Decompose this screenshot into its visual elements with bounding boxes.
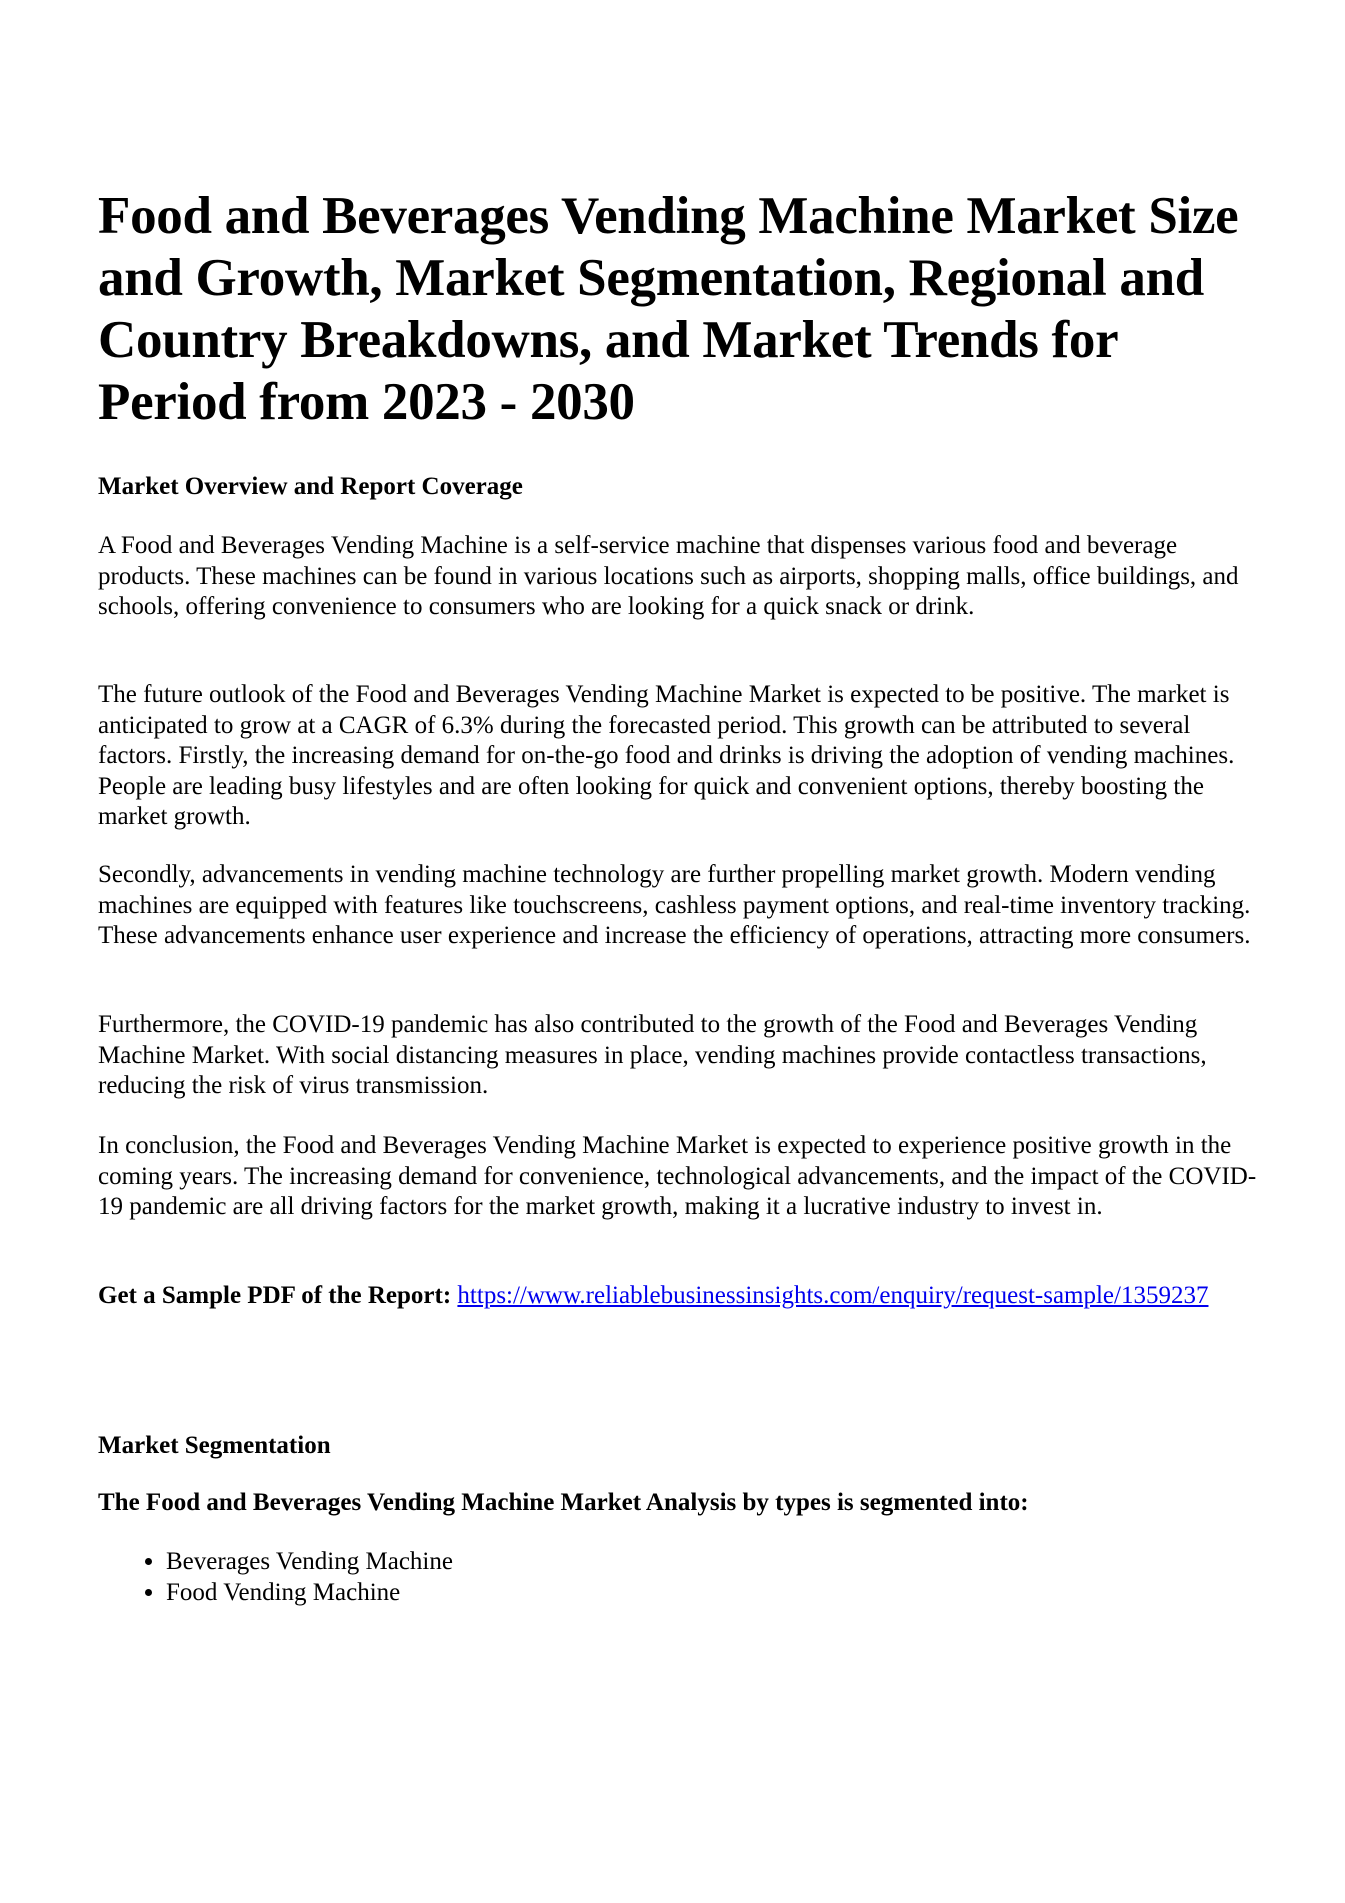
segmentation-heading: Market Segmentation [98, 1432, 331, 1459]
sample-pdf-line [98, 1281, 1258, 1312]
list-item: • Food Vending Machine [166, 1577, 1258, 1608]
types-list [98, 1546, 1258, 1608]
list-item: • Beverages Vending Machine [166, 1546, 1258, 1577]
paragraph: A Food and Beverages Vending Machine is a self-service machine that dispenses various food and beverage products. These machines can be found in various locations such as airports, shopping malls, office buildings, and schools, offering convenience to consumers who are looking for a quick snack or drink. [98, 532, 1239, 620]
overview-section [98, 472, 1258, 502]
document-title: Food and Beverages Vending Machine Market Size and Growth, Market Segmentation, Regional and Country Breakdowns, and Market Trends for Period from 2023 - 2030 [98, 187, 1239, 431]
types-heading: The Food and Beverages Vending Machine Market Analysis by types is segmented into: [98, 1489, 1029, 1516]
sample-report-link[interactable]: https://www.reliablebusinessinsights.com/enquiry/request-sample/1359237 [457, 1282, 1209, 1309]
overview-heading: Market Overview and Report Coverage [98, 473, 523, 500]
paragraph: Secondly, advancements in vending machine technology are further propelling market growth. Modern vending machines are equipped with features like touchscreens, cashless payment options, and real-time inventory tracking. These advancements enhance user experience and increase the efficiency of operations, attracting more consumers. [98, 861, 1251, 949]
sample-label: Get a Sample PDF of the Report: [98, 1282, 452, 1309]
paragraph: In conclusion, the Food and Beverages Vending Machine Market is expected to experience positive growth in the coming years. The increasing demand for convenience, technological advancements, and the impact of the COVID-19 pandemic are all driving factors for the market growth, making it a lucrative industry to invest in. [98, 1132, 1257, 1220]
paragraph: The future outlook of the Food and Beverages Vending Machine Market is expected to be positive. The market is anticipated to grow at a CAGR of 6.3% during the forecasted period. This growth can be attributed to several factors. Firstly, the increasing demand for on-the-go food and drinks is driving the adoption of vending machines. People are leading busy lifestyles and are often looking for quick and convenient options, thereby boosting the market growth. [98, 681, 1235, 830]
paragraph: Furthermore, the COVID-19 pandemic has also contributed to the growth of the Food and Beverages Vending Machine Market. With social distancing measures in place, vending machines provide contactless transactions, reducing the risk of virus transmission. [98, 1011, 1207, 1099]
